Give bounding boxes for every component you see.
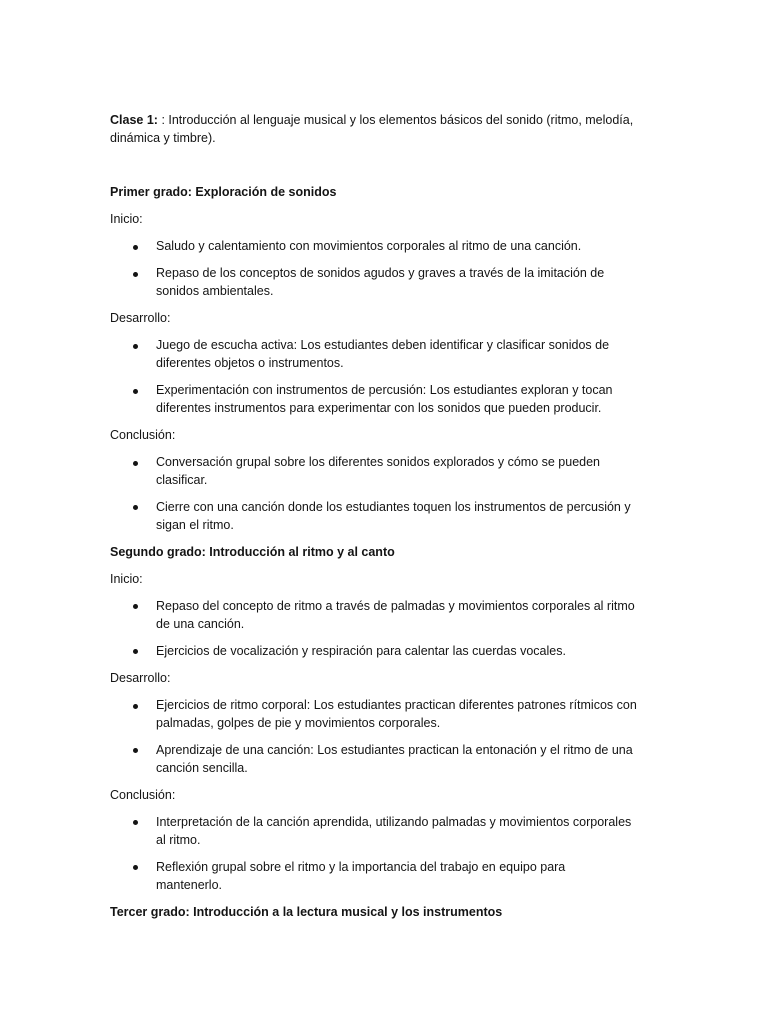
list-item: [110, 697, 750, 733]
bullet-icon: [133, 505, 138, 510]
bullet-icon: [133, 461, 138, 466]
item-line: Reflexión grupal sobre el ritmo y la importancia del trabajo en equipo para: [156, 859, 566, 874]
item-line: Saludo y calentamiento con movimientos corporales al ritmo de una canción.: [156, 239, 582, 254]
bullet-icon: [133, 704, 138, 709]
section-label-conclusion: Conclusión:: [110, 428, 176, 443]
list-item: [110, 598, 750, 634]
item-line: sonidos ambientales.: [156, 284, 274, 299]
list-item: [110, 742, 750, 778]
item-line: Experimentación con instrumentos de percusión: Los estudiantes exploran y tocan: [156, 383, 613, 398]
list-item: [110, 859, 750, 895]
item-line: Cierre con una canción donde los estudiantes toquen los instrumentos de percusión y: [156, 500, 631, 515]
item-line: Ejercicios de vocalización y respiración para calentar las cuerdas vocales.: [156, 643, 566, 658]
item-line: sigan el ritmo.: [156, 517, 234, 532]
list-item: [110, 238, 750, 256]
section-label-inicio: Inicio:: [110, 212, 143, 227]
section-label-conclusion: Conclusión:: [110, 787, 176, 802]
intro-label: Clase 1:: [110, 113, 158, 127]
item-line: palmadas, golpes de pie y movimientos corporales.: [156, 715, 441, 730]
list-item: [110, 382, 750, 418]
document-body: [110, 112, 750, 931]
item-line: Repaso de los conceptos de sonidos agudos y graves a través de la imitación de: [156, 266, 605, 281]
section-label-inicio: Inicio:: [110, 572, 143, 586]
list-item: [110, 337, 750, 373]
bullet-icon: [133, 389, 138, 394]
item-line: Conversación grupal sobre los diferentes sonidos explorados y cómo se pueden: [156, 455, 601, 470]
list-item: [110, 814, 750, 850]
list-item: [110, 265, 750, 301]
item-line: diferentes objetos o instrumentos.: [156, 356, 344, 371]
intro-line: [110, 112, 750, 130]
item-line: Ejercicios de ritmo corporal: Los estudiantes practican diferentes patrones rítmicos con: [156, 698, 637, 713]
bullet-icon: [133, 272, 138, 277]
intro-line: dinámica y timbre).: [110, 130, 216, 145]
intro-paragraph: [110, 112, 750, 148]
grade-heading-segundo: Segundo grado: Introducción al ritmo y al canto: [110, 544, 395, 559]
bullet-icon: [133, 865, 138, 870]
item-line: Juego de escucha activa: Los estudiantes deben identificar y clasificar sonidos de: [156, 338, 610, 353]
bullet-icon: [133, 748, 138, 753]
bullet-icon: [133, 649, 138, 654]
bullet-icon: [133, 604, 138, 609]
bullet-icon: [133, 344, 138, 349]
item-line: Repaso del concepto de ritmo a través de palmadas y movimientos corporales al ritmo: [156, 599, 635, 614]
item-line: diferentes instrumentos para experimentar con los sonidos que pueden producir.: [156, 400, 602, 415]
item-line: clasificar.: [156, 472, 208, 487]
list-item: [110, 499, 750, 535]
item-line: canción sencilla.: [156, 760, 248, 775]
list-item: [110, 454, 750, 490]
intro-text: : Introducción al lenguaje musical y los elementos básicos del sonido (ritmo, melodía,: [161, 113, 634, 127]
item-line: Aprendizaje de una canción: Los estudiantes practican la entonación y el ritmo de una: [156, 743, 633, 758]
list-item: [110, 643, 750, 661]
bullet-icon: [133, 245, 138, 250]
item-line: Interpretación de la canción aprendida, utilizando palmadas y movimientos corporales: [156, 815, 632, 830]
section-label-desarrollo: Desarrollo:: [110, 311, 171, 326]
section-label-desarrollo: Desarrollo:: [110, 671, 171, 686]
item-line: mantenerlo.: [156, 877, 223, 892]
grade-heading-primer: Primer grado: Exploración de sonidos: [110, 184, 337, 199]
bullet-icon: [133, 820, 138, 825]
item-line: de una canción.: [156, 616, 245, 631]
grade-heading-tercer: Tercer grado: Introducción a la lectura musical y los instrumentos: [110, 904, 503, 919]
item-line: al ritmo.: [156, 832, 201, 847]
